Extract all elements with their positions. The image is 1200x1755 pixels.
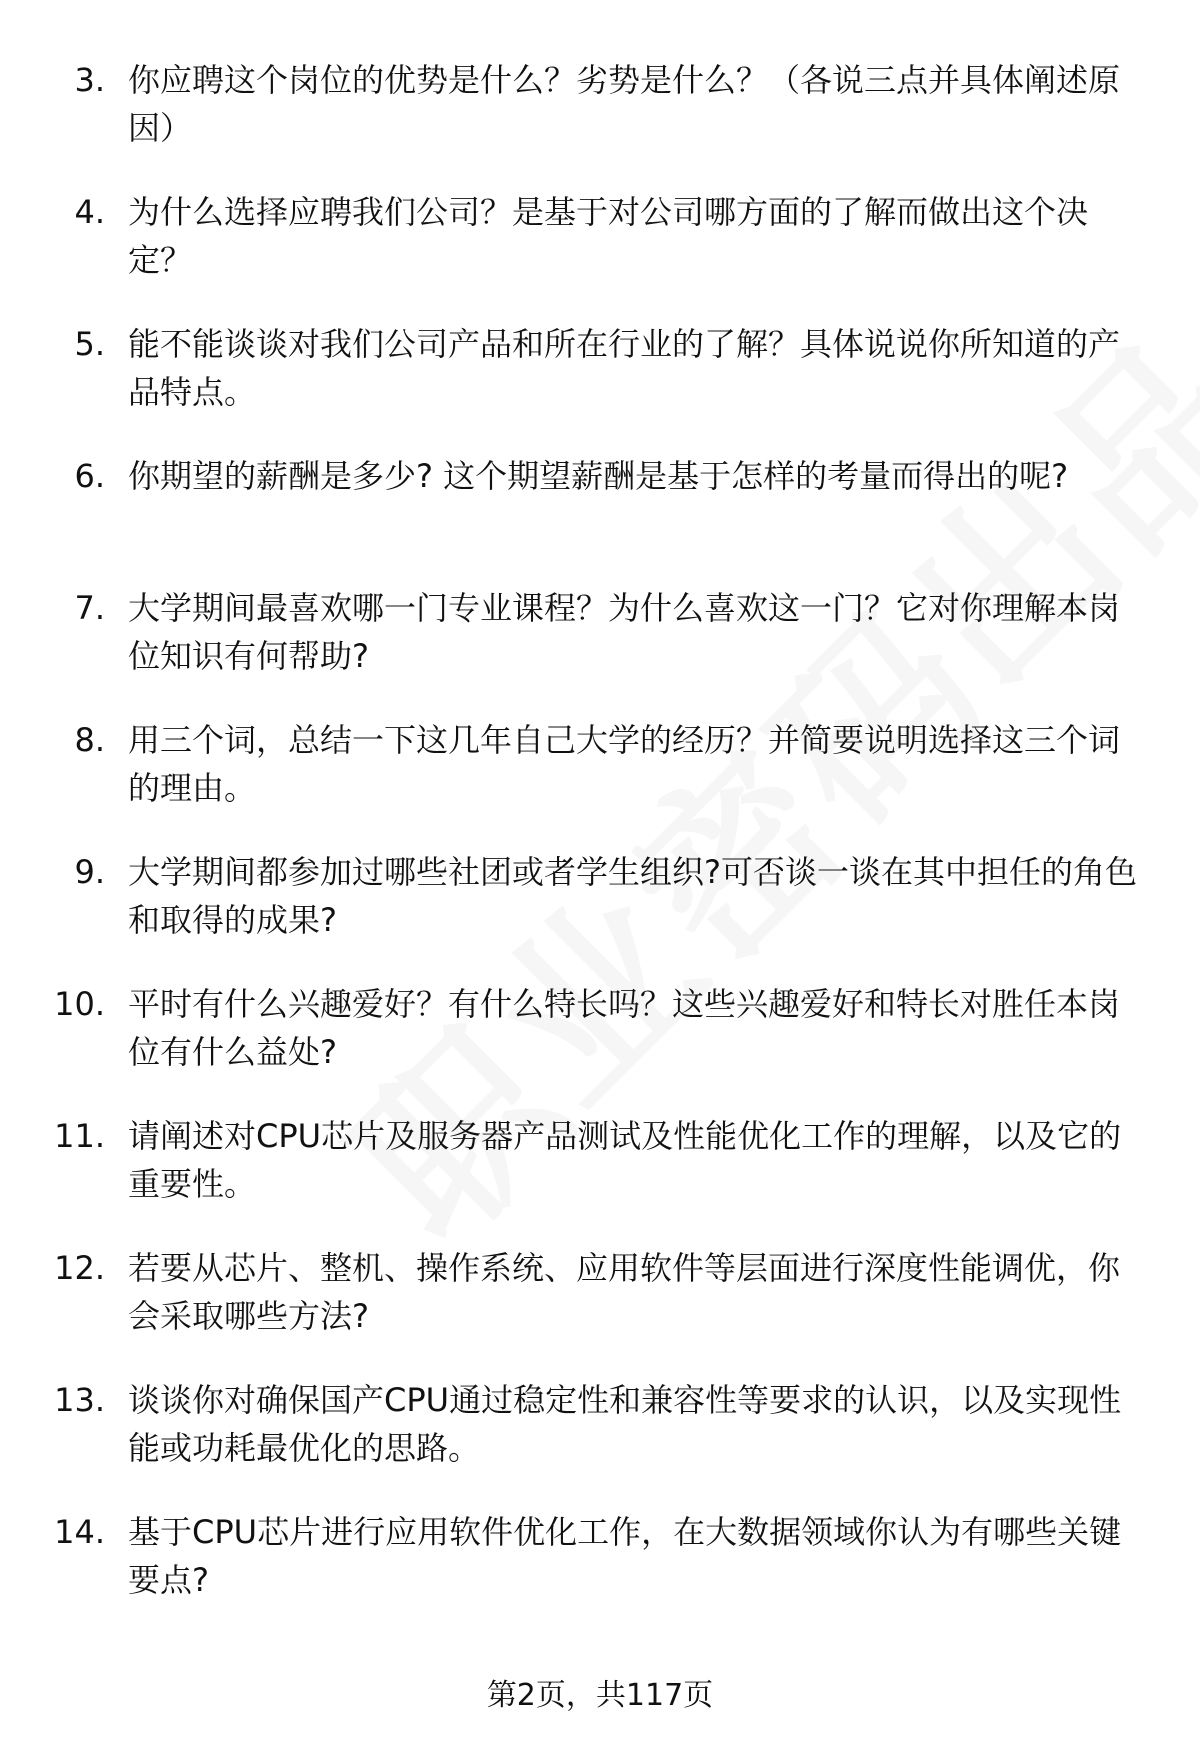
question-text: 你期望的薪酬是多少? 这个期望薪酬是基于怎样的考量而得出的呢? — [128, 457, 1069, 495]
question-text: 能不能谈谈对我们公司产品和所在行业的了解？具体说说你所知道的产品特点。 — [128, 325, 1121, 411]
question-text: 平时有什么兴趣爱好？有什么特长吗？这些兴趣爱好和特长对胜任本岗位有什么益处? — [128, 985, 1121, 1071]
list-item — [0, 320, 1200, 452]
question-number: 11. — [54, 1117, 105, 1155]
list-item — [0, 980, 1200, 1112]
question-text: 请阐述对CPU芯片及服务器产品测试及性能优化工作的理解，以及它的重要性。 — [128, 1117, 1122, 1203]
question-text: 大学期间都参加过哪些社团或者学生组织?可否谈一谈在其中担任的角色和取得的成果? — [128, 853, 1137, 939]
question-number: 12. — [54, 1249, 105, 1287]
list-item — [0, 584, 1200, 716]
list-item — [0, 188, 1200, 320]
question-text: 基于CPU芯片进行应用软件优化工作，在大数据领域你认为有哪些关键要点? — [128, 1513, 1122, 1599]
question-number: 10. — [54, 985, 105, 1023]
list-item — [0, 1244, 1200, 1376]
question-text: 谈谈你对确保国产CPU通过稳定性和兼容性等要求的认识，以及实现性能或功耗最优化的思路。 — [128, 1381, 1122, 1467]
question-number: 3. — [74, 61, 105, 99]
question-number: 6. — [74, 457, 105, 495]
question-number: 13. — [54, 1381, 105, 1419]
page-footer: 第2页，共117页 — [486, 1678, 714, 1713]
list-item — [0, 848, 1200, 980]
list-item — [0, 56, 1200, 188]
list-item — [0, 1508, 1200, 1640]
question-text: 你应聘这个岗位的优势是什么？劣势是什么？（各说三点并具体阐述原因） — [128, 61, 1121, 147]
question-text: 为什么选择应聘我们公司？是基于对公司哪方面的了解而做出这个决定？ — [128, 193, 1089, 279]
question-number: 14. — [54, 1513, 105, 1551]
question-list — [0, 56, 1200, 1640]
question-text: 大学期间最喜欢哪一门专业课程？为什么喜欢这一门？它对你理解本岗位知识有何帮助? — [128, 589, 1121, 675]
question-number: 4. — [74, 193, 105, 231]
list-item — [0, 716, 1200, 848]
list-item — [0, 1112, 1200, 1244]
question-number: 7. — [74, 589, 105, 627]
list-item — [0, 452, 1200, 584]
list-item — [0, 1376, 1200, 1508]
question-number: 5. — [74, 325, 105, 363]
question-text: 用三个词，总结一下这几年自己大学的经历？并简要说明选择这三个词的理由。 — [128, 721, 1121, 807]
question-number: 9. — [74, 853, 105, 891]
question-text: 若要从芯片、整机、操作系统、应用软件等层面进行深度性能调优，你会采取哪些方法? — [128, 1249, 1121, 1335]
question-number: 8. — [74, 721, 105, 759]
